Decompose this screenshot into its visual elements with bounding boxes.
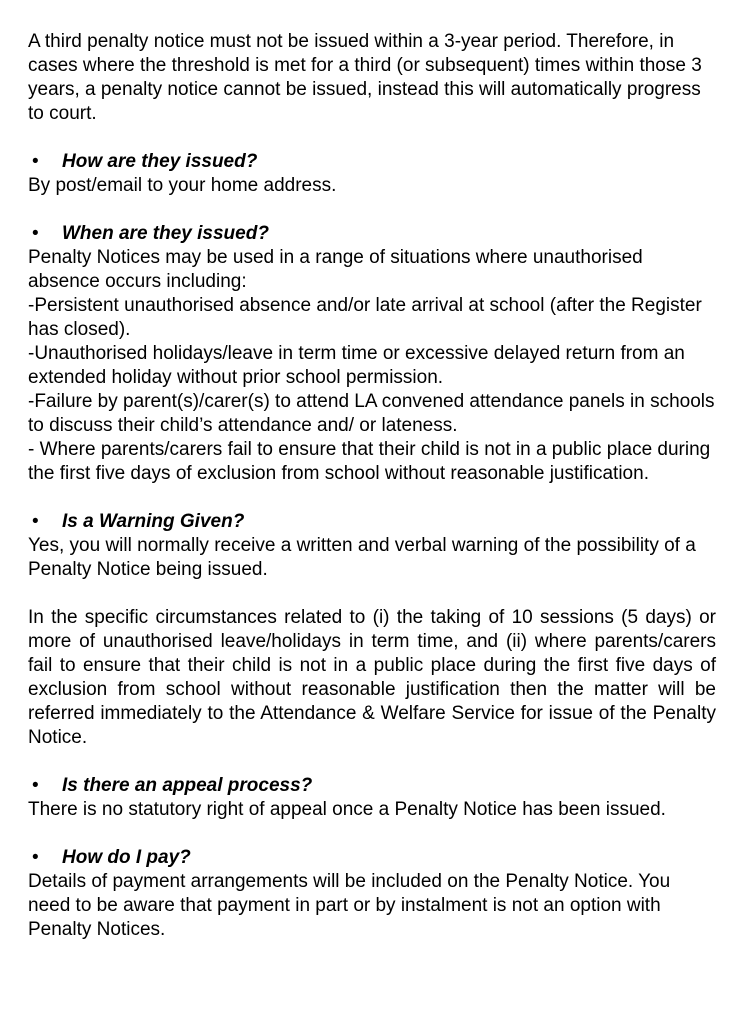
situation-item: -Unauthorised holidays/leave in term time or excessive delayed return from an extended holiday without prior school permission.	[28, 343, 685, 388]
question-text: When are they issued?	[62, 223, 269, 244]
bullet-icon: •	[32, 511, 39, 532]
situation-item: -Persistent unauthorised absence and/or late arrival at school (after the Register has closed).	[28, 295, 702, 340]
question-text: How do I pay?	[62, 847, 191, 868]
bullet-icon: •	[32, 223, 39, 244]
spacer	[28, 486, 716, 510]
question-text: Is a Warning Given?	[62, 511, 245, 532]
warning-detail-paragraph: In the specific circumstances related to (i) the taking of 10 sessions (5 days) or more of unauthorised leave/holidays in term time, and (ii) where parents/carers fail to ensure that their child is not in a public place during the first five days of exclusion from school without reasonable justification then the matter will be referred immediately to the Attendance & Welfare Service for issue of the Penalty Notice.	[28, 607, 716, 748]
spacer	[28, 822, 716, 846]
when-issued-lead: Penalty Notices may be used in a range of situations where unauthorised absence occurs including:	[28, 247, 643, 292]
question-pay	[28, 846, 716, 870]
situation-item: - Where parents/carers fail to ensure that their child is not in a public place during the first five days of exclusion from school without reasonable justification.	[28, 439, 711, 484]
question-text: How are they issued?	[62, 151, 258, 172]
question-how-issued	[28, 150, 716, 174]
question-warning	[28, 510, 716, 534]
intro-paragraph: A third penalty notice must not be issued within a 3-year period. Therefore, in cases where the threshold is met for a third (or subsequent) times within those 3 years, a penalty notice cannot be issued, instead this will automatically progress to court.	[28, 31, 702, 124]
bullet-icon: •	[32, 847, 39, 868]
bullet-icon: •	[32, 151, 39, 172]
spacer	[28, 750, 716, 774]
spacer	[28, 126, 716, 150]
question-when-issued	[28, 222, 716, 246]
question-appeal	[28, 774, 716, 798]
question-text: Is there an appeal process?	[62, 775, 313, 796]
answer-appeal: There is no statutory right of appeal once a Penalty Notice has been issued.	[28, 799, 666, 820]
document-page	[28, 30, 716, 942]
answer-how-issued: By post/email to your home address.	[28, 175, 337, 196]
answer-pay: Details of payment arrangements will be included on the Penalty Notice. You need to be aware that payment in part or by instalment is not an option with Penalty Notices.	[28, 871, 671, 940]
answer-warning: Yes, you will normally receive a written and verbal warning of the possibility of a Penalty Notice being issued.	[28, 535, 696, 580]
bullet-icon: •	[32, 775, 39, 796]
spacer	[28, 198, 716, 222]
situation-item: -Failure by parent(s)/carer(s) to attend LA convened attendance panels in schools to discuss their child’s attendance and/ or lateness.	[28, 391, 715, 436]
spacer	[28, 582, 716, 606]
